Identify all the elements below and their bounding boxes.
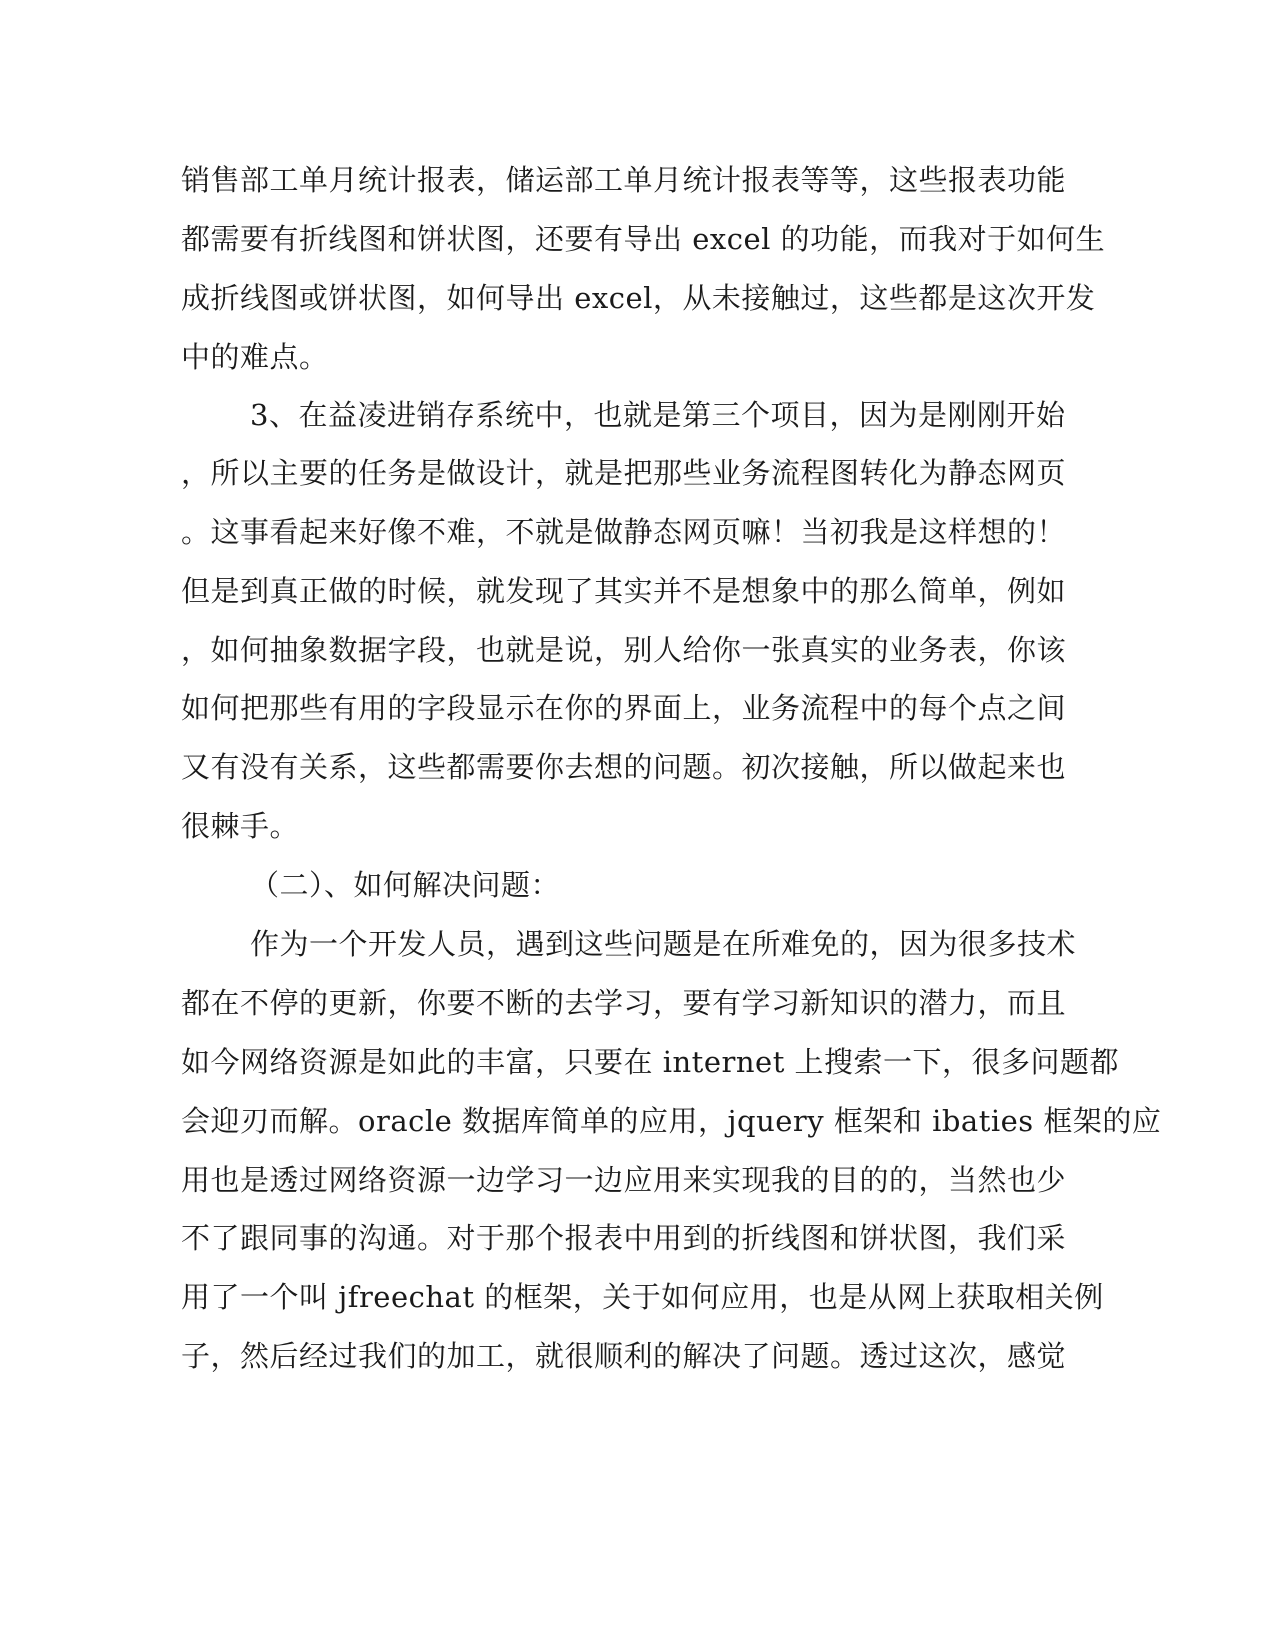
text-line: 很棘手。 bbox=[181, 809, 300, 843]
text-line: 中的难点。 bbox=[181, 340, 329, 374]
text-line: ，所以主要的任务是做设计，就是把那些业务流程图转化为静态网页 bbox=[181, 456, 1067, 490]
text-line: 用了一个叫 jfreechat 的框架，关于如何应用，也是从网上获取相关例 bbox=[181, 1280, 1104, 1314]
text-line: 成折线图或饼状图，如何导出 excel，从未接触过，这些都是这次开发 bbox=[181, 281, 1096, 315]
text-line: 但是到真正做的时候，就发现了其实并不是想象中的那么简单，例如 bbox=[181, 574, 1067, 608]
text-line: 子，然后经过我们的加工，就很顺利的解决了问题。透过这次，感觉 bbox=[181, 1339, 1067, 1373]
text-line: 又有没有关系，这些都需要你去想的问题。初次接触，所以做起来也 bbox=[181, 750, 1067, 784]
section-heading: （二）、如何解决问题： bbox=[250, 868, 561, 902]
text-line: 如何把那些有用的字段显示在你的界面上，业务流程中的每个点之间 bbox=[181, 691, 1067, 725]
text-line: 会迎刃而解。oracle 数据库简单的应用，jquery 框架和 ibaties 框架的应 bbox=[181, 1104, 1162, 1138]
text-line: 不了跟同事的沟通。对于那个报表中用到的折线图和饼状图，我们采 bbox=[181, 1221, 1067, 1255]
text-line: 作为一个开发人员，遇到这些问题是在所难免的，因为很多技术 bbox=[250, 927, 1077, 961]
text-line: 用也是透过网络资源一边学习一边应用来实现我的目的的，当然也少 bbox=[181, 1163, 1067, 1197]
text-line: 如今网络资源是如此的丰富，只要在 internet 上搜索一下，很多问题都 bbox=[181, 1045, 1120, 1079]
text-line: 3、在益凌进销存系统中，也就是第三个项目，因为是刚刚开始 bbox=[250, 398, 1066, 432]
text-line: 。这事看起来好像不难，不就是做静态网页嘛！当初我是这样想的！ bbox=[181, 515, 1067, 549]
text-line: ，如何抽象数据字段，也就是说，别人给你一张真实的业务表，你该 bbox=[181, 633, 1067, 667]
text-line: 销售部工单月统计报表，储运部工单月统计报表等等，这些报表功能 bbox=[181, 163, 1067, 197]
text-line: 都在不停的更新，你要不断的去学习，要有学习新知识的潜力，而且 bbox=[181, 986, 1067, 1020]
text-line: 都需要有折线图和饼状图，还要有导出 excel 的功能，而我对于如何生 bbox=[181, 222, 1106, 256]
